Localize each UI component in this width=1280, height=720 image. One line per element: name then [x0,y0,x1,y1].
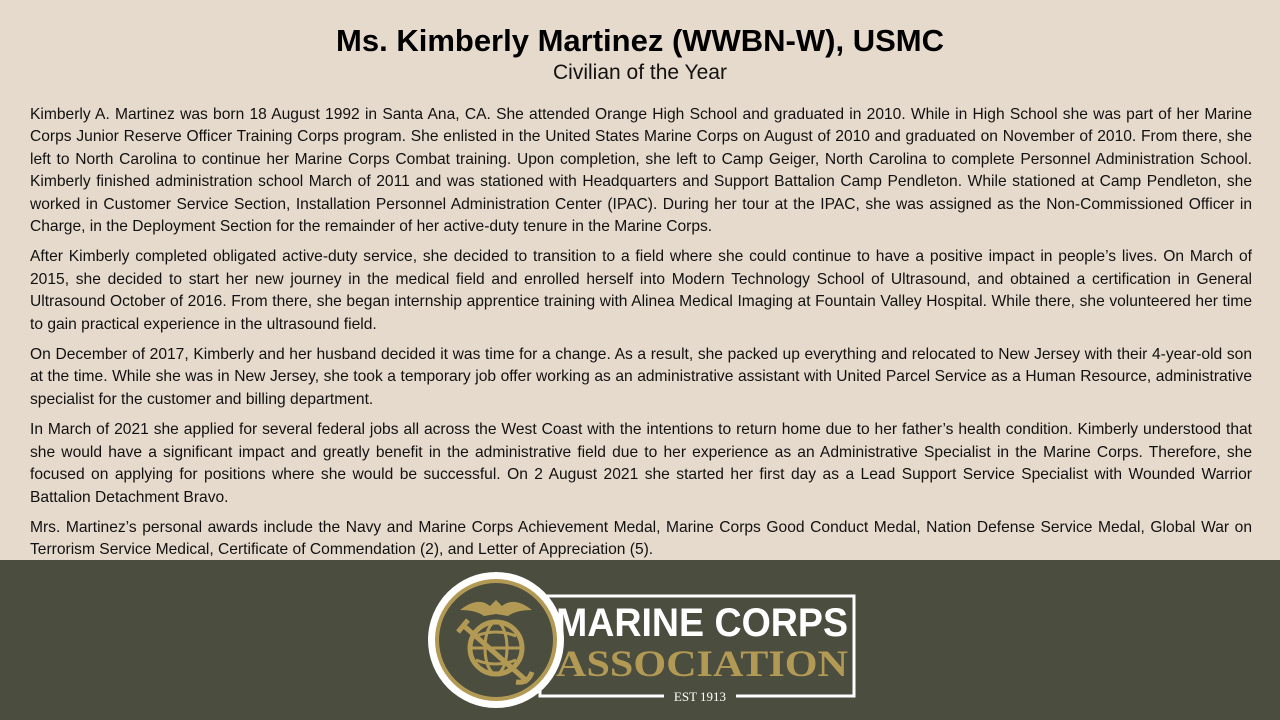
logo-established: EST 1913 [673,689,727,704]
slide-header [0,22,1280,86]
bio-paragraph: In March of 2021 she applied for several federal jobs all across the West Coast with the intentions to return home due to her father’s health condition. Kimberly understood that she would have a significant impact and greatly benefit in the administrative field due to her experience as an Administrative Specialist in the Marine Corps. Therefore, she focused on applying for positions where she would be successful. On 2 August 2021 she started her first day as a Lead Support Service Specialist with Wounded Warrior Battalion Detachment Bravo. [30,421,1252,506]
marine-corps-association-logo [428,570,858,710]
footer-band [0,560,1280,720]
biography-text [30,104,1252,570]
bio-paragraph: After Kimberly completed obligated active-duty service, she decided to transition to a field where she could continue to have a positive impact in people’s lives. On March of 2015, she decided to start her new journey in the medical field and enrolled herself into Modern Technology School of Ultrasound, and obtained a certification in General Ultrasound October of 2016. From there, she began internship apprentice training with Alinea Medical Imaging at Fountain Valley Hospital. While there, she volunteered her time to gain practical experience in the ultrasound field. [30,248,1252,333]
bio-paragraph: Kimberly A. Martinez was born 18 August 1992 in Santa Ana, CA. She attended Orange High School and graduated in 2010. While in High School she was part of her Marine Corps Junior Reserve Officer Training Corps program. She enlisted in the United States Marine Corps on August of 2010 and graduated on November of 2010. From there, she left to North Carolina to continue her Marine Corps Combat training. Upon completion, she left to Camp Geiger, North Carolina to complete Personnel Administration School. Kimberly finished administration school March of 2011 and was stationed with Headquarters and Support Battalion Camp Pendleton. While stationed at Camp Pendleton, she worked in Customer Service Section, Installation Personnel Administration Center (IPAC). During her tour at the IPAC, she was assigned as the Non-Commissioned Officer in Charge, in the Deployment Section for the remainder of her active-duty tenure in the Marine Corps. [30,106,1252,236]
bio-paragraph: On December of 2017, Kimberly and her husband decided it was time for a change. As a result, she packed up everything and relocated to New Jersey with their 4-year-old son at the time. While she was in New Jersey, she took a temporary job offer working as an administrative assistant with United Parcel Service as a Human Resource, administrative specialist for the customer and billing department. [30,346,1252,408]
bio-paragraph: Mrs. Martinez’s personal awards include the Navy and Marine Corps Achievement Medal, Marine Corps Good Conduct Medal, Nation Defense Service Medal, Global War on Terrorism Service Medical, Certificate of Commendation (2), and Letter of Appreciation (5). [30,518,1252,559]
logo-line-1: MARINE CORPS [556,601,848,645]
page-title: Ms. Kimberly Martinez (WWBN-W), USMC [336,23,944,58]
logo-line-2: ASSOCIATION [556,644,849,685]
eagle-globe-anchor-emblem-icon [428,572,564,708]
page-subtitle: Civilian of the Year [553,61,727,84]
